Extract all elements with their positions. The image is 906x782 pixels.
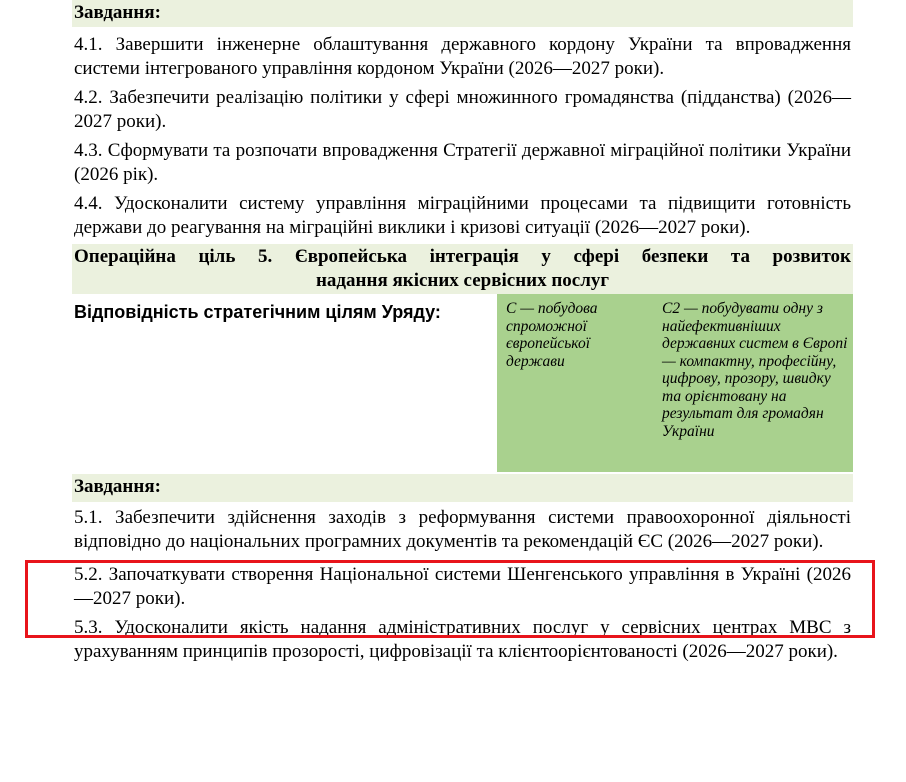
task-item: 4.1. Завершити інженерне облаштування державного кордону України та впровадження системи інтегрованого управління кордоном України (2026—2027 роки). — [74, 34, 851, 79]
operational-goal-heading — [72, 244, 853, 294]
task-item: 4.3. Сформувати та розпочати впровадження Стратегії державної міграційної політики України (2026 рік). — [74, 140, 851, 185]
tasks-heading: Завдання: — [72, 474, 853, 502]
alignment-row — [72, 294, 853, 474]
operational-goal-line1: Операційна ціль 5. Європейська інтеграція у сфері безпеки та розвиток — [74, 246, 851, 267]
task-item-highlighted: 5.1. Забезпечити здійснення заходів з реформування системи правоохоронної діяльності відповідно до національних програмних документів та рекомендацій ЄС (2026—2027 роки). — [74, 507, 851, 552]
task-item: 4.2. Забезпечити реалізацію політики у сфері множинного громадянства (підданства) (2026—2027 роки). — [74, 87, 851, 132]
goal-c2-text: С2 — побудувати одну з найефективніших державних систем в Європі — компактну, професійну, цифрову, прозору, швидку та орієнтовану на результат для громадян України — [662, 300, 848, 440]
goal-c-text: С — побудова спроможної європейської держави — [506, 300, 598, 370]
task-item: 5.2. Започаткувати створення Національної системи Шенгенського управління в Україні (2026—2027 роки). — [74, 564, 851, 609]
document-page — [72, 0, 853, 664]
task-item: 4.4. Удосконалити систему управління міграційними процесами та підвищити готовність держави до реагування на міграційні виклики і кризові ситуації (2026—2027 роки). — [74, 193, 851, 238]
alignment-goals-box — [497, 294, 853, 472]
task-item: 5.3. Удосконалити якість надання адміністративних послуг у сервісних центрах МВС з урахуванням принципів прозорості, цифровізації та клієнтоорієнтованості (2026—2027 роки). — [74, 617, 851, 662]
alignment-label: Відповідність стратегічним цілям Уряду: — [74, 302, 441, 322]
tasks-heading: Завдання: — [72, 0, 853, 27]
operational-goal-line2: надання якісних сервісних послуг — [315, 270, 609, 291]
